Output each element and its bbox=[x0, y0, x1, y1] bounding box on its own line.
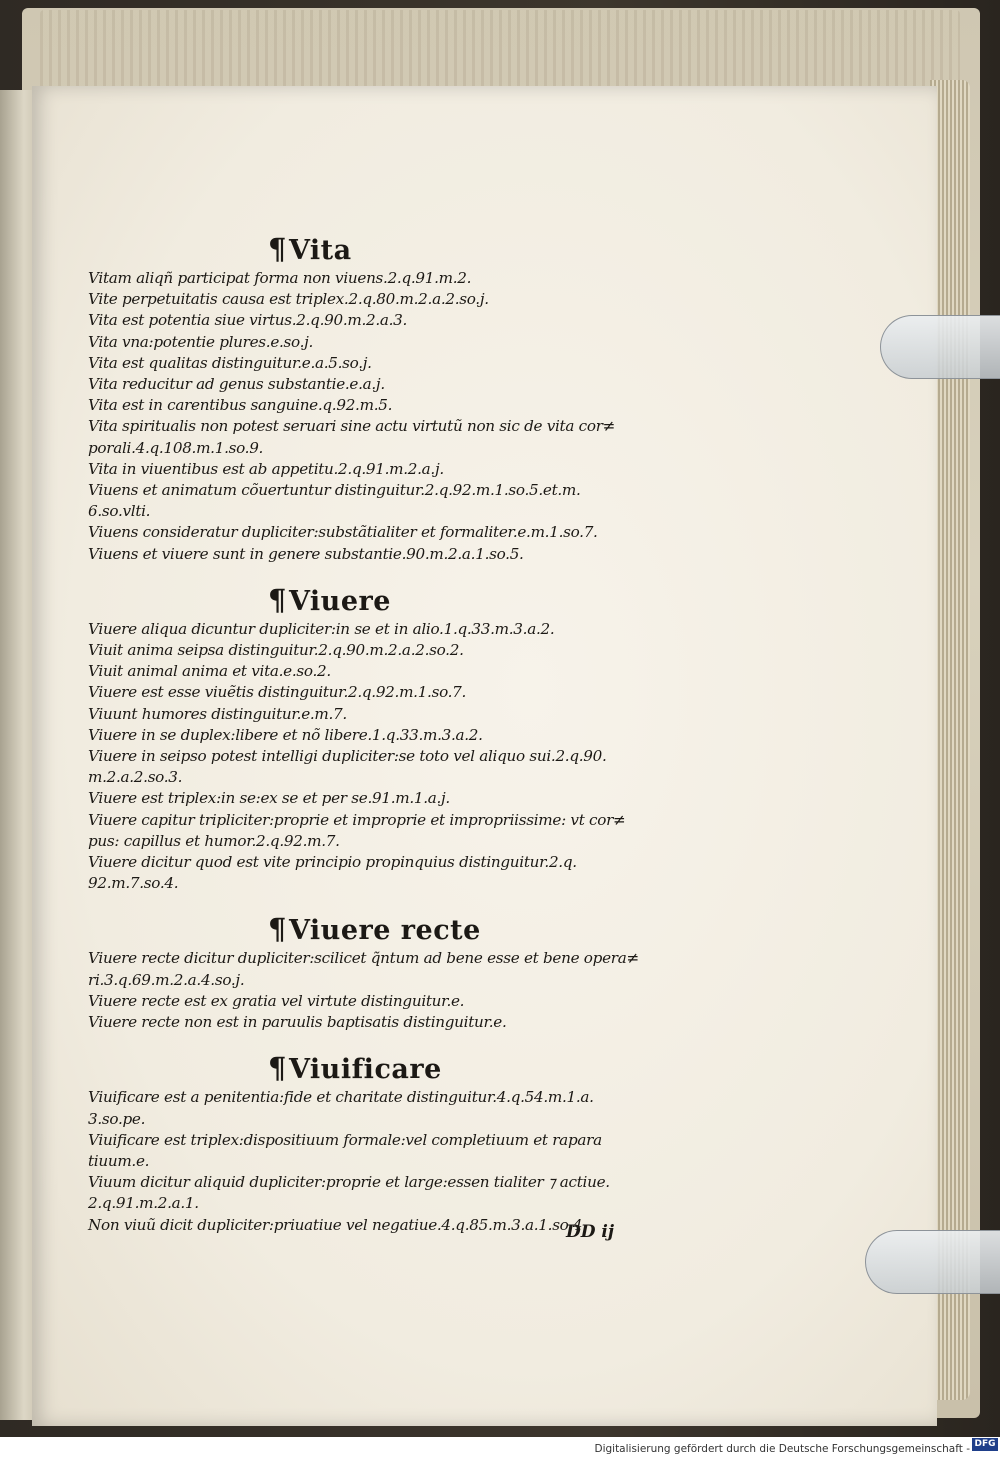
entry-line: Vita reducitur ad genus substantie.e.a.j. bbox=[88, 375, 385, 394]
section-heading bbox=[268, 912, 728, 948]
page-clip-lower bbox=[865, 1230, 1000, 1294]
entry-line: Viuunt humores distinguitur.e.m.7. bbox=[88, 704, 347, 723]
entry-line: Viuens consideratur dupliciter:substãtialiter et formaliter.e.m.1.so.7. bbox=[88, 523, 598, 542]
entry-line: Viuere recte est ex gratia vel virtute distinguitur.e. bbox=[88, 991, 465, 1010]
section-gap bbox=[88, 894, 728, 902]
entry-line: tiuum.e. bbox=[88, 1151, 150, 1170]
entry-line: 2.q.91.m.2.a.1. bbox=[88, 1194, 199, 1213]
entry-line: Vita in viuentibus est ab appetitu.2.q.91.m.2.a.j. bbox=[88, 459, 444, 478]
entry-line: Viuificare est a penitentia:fide et charitate distinguitur.4.q.54.m.1.a. bbox=[88, 1088, 594, 1107]
section-heading-text: Viuere bbox=[288, 585, 391, 617]
dfg-logo: DFG bbox=[972, 1438, 998, 1451]
entry-line: Viuere recte non est in paruulis baptisatis distinguitur.e. bbox=[88, 1013, 507, 1032]
entry-line: 3.so.pe. bbox=[88, 1109, 146, 1128]
paragraph-mark-icon: ¶ bbox=[268, 232, 287, 266]
section-heading bbox=[268, 232, 728, 268]
cover-edge-texture bbox=[40, 10, 960, 90]
entry-line: Viuit anima seipsa distinguitur.2.q.90.m.2.a.2.so.2. bbox=[88, 641, 464, 660]
entry-line: Vita est qualitas distinguitur.e.a.5.so.j. bbox=[88, 353, 372, 372]
entry-line: Viuum dicitur aliquid dupliciter:proprie et large:essen tialiter ⁊ actiue. bbox=[88, 1173, 610, 1192]
entry-line: 92.m.7.so.4. bbox=[88, 874, 179, 893]
entry-line: Viuere capitur tripliciter:proprie et improprie et impropriissime: vt cor≠ bbox=[88, 810, 626, 829]
paragraph-mark-icon: ¶ bbox=[268, 582, 287, 617]
entry-line: Vita vna:potentie plures.e.so.j. bbox=[88, 332, 314, 351]
section-heading bbox=[268, 1051, 728, 1087]
entry-line: Non viuũ dicit dupliciter:priuatiue vel negatiue.4.q.85.m.3.a.1.so.4. bbox=[88, 1215, 587, 1234]
entry-line: Viuere aliqua dicuntur dupliciter:in se et in alio.1.q.33.m.3.a.2. bbox=[88, 619, 555, 638]
paragraph-mark-icon: ¶ bbox=[268, 1051, 287, 1086]
entry-line: Viuere est triplex:in se:ex se et per se.91.m.1.a.j. bbox=[88, 789, 450, 808]
section-heading-text: Viuificare bbox=[288, 1054, 442, 1086]
entry-line: Vita est potentia siue virtus.2.q.90.m.2.a.3. bbox=[88, 311, 408, 330]
signature-mark: DD ij bbox=[566, 1222, 615, 1242]
entry-line: Viuere est esse viuẽtis distinguitur.2.q.92.m.1.so.7. bbox=[88, 683, 467, 702]
entry-line: Viuere in seipso potest intelligi dupliciter:se toto vel aliquo sui.2.q.90. bbox=[88, 747, 607, 766]
entry-line: Viuere dicitur quod est vite principio propinquius distinguitur.2.q. bbox=[88, 853, 577, 872]
section-heading-text: Vita bbox=[288, 235, 352, 266]
paragraph-mark-icon: ¶ bbox=[268, 912, 287, 947]
entry-line: Vite perpetuitatis causa est triplex.2.q.80.m.2.a.2.so.j. bbox=[88, 290, 489, 309]
entry-line: Vita est in carentibus sanguine.q.92.m.5. bbox=[88, 396, 393, 415]
entry-line: m.2.a.2.so.3. bbox=[88, 768, 183, 787]
page-clip-upper bbox=[880, 315, 1000, 379]
entry-line: Viuere recte dicitur dupliciter:scilicet q̃ntum ad bene esse et bene opera≠ bbox=[88, 949, 639, 968]
footer-credit: Digitalisierung gefördert durch die Deutsche Forschungsgemeinschaft - bbox=[594, 1443, 970, 1455]
entry-line: Viuit animal anima et vita.e.so.2. bbox=[88, 662, 331, 681]
entry-line: Viuificare est triplex:dispositiuum formale:vel completiuum et rapara bbox=[88, 1130, 602, 1149]
entry-line: Viuens et viuere sunt in genere substantie.90.m.2.a.1.so.5. bbox=[88, 544, 524, 563]
section-gap bbox=[88, 565, 728, 573]
entry-line: Viuere in se duplex:libere et nõ libere.1.q.33.m.3.a.2. bbox=[88, 725, 483, 744]
entry-line: Vitam aliqñ participat forma non viuens.2.q.91.m.2. bbox=[88, 269, 472, 287]
entry-line: 6.so.vlti. bbox=[88, 502, 151, 521]
footer-bar bbox=[0, 1437, 1000, 1453]
section-heading bbox=[268, 583, 728, 619]
entry-line: pus: capillus et humor.2.q.92.m.7. bbox=[88, 831, 340, 850]
entry-line: ri.3.q.69.m.2.a.4.so.j. bbox=[88, 970, 245, 989]
page-text-block bbox=[88, 222, 728, 1236]
section-heading-text: Viuere recte bbox=[288, 915, 481, 947]
section-gap bbox=[88, 1033, 728, 1041]
entry-line: Viuens et animatum cõuertuntur distinguitur.2.q.92.m.1.so.5.et.m. bbox=[88, 481, 581, 500]
entry-line: porali.4.q.108.m.1.so.9. bbox=[88, 438, 264, 457]
entry-line: Vita spiritualis non potest seruari sine actu virtutũ non sic de vita cor≠ bbox=[88, 417, 616, 436]
